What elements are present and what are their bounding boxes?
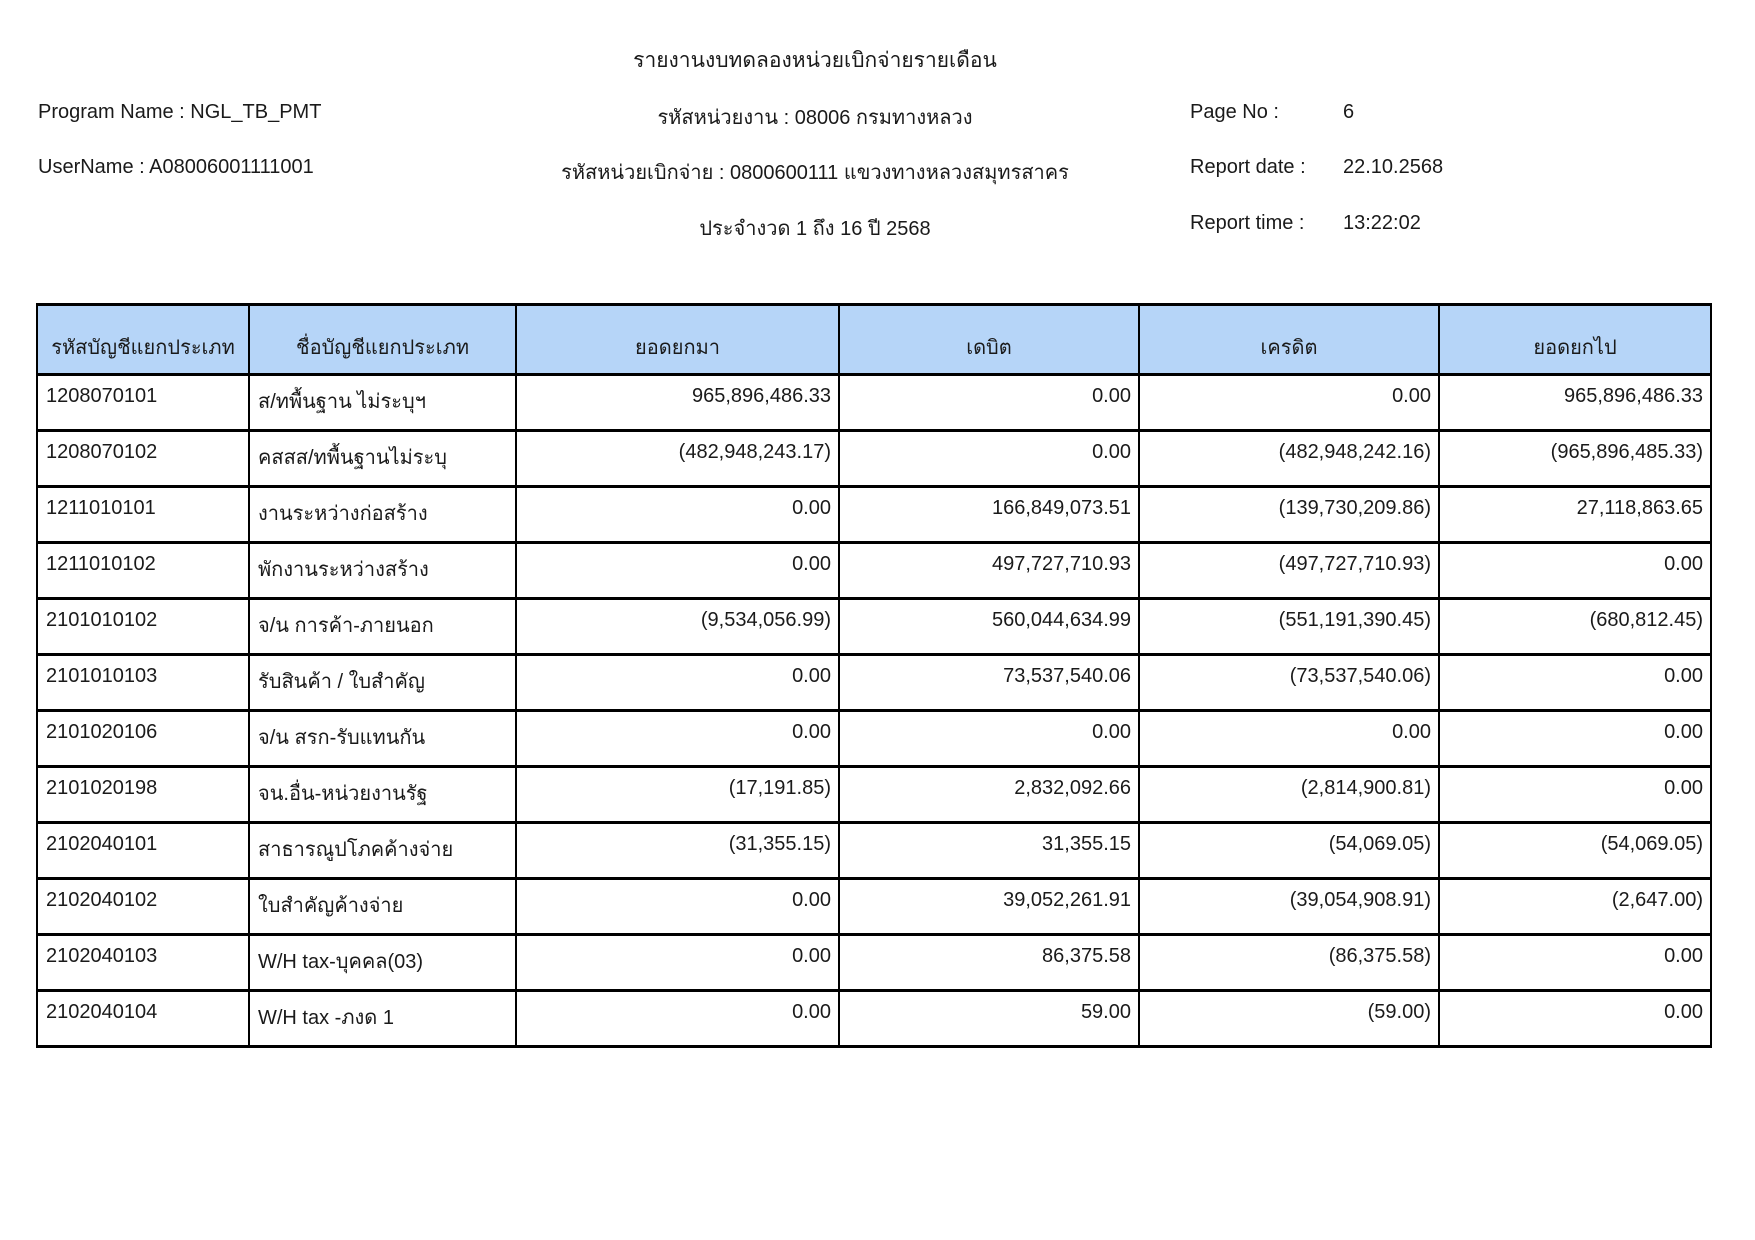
amount-cell: (54,069.05): [1439, 823, 1711, 879]
column-header: รหัสบัญชีแยกประเภท: [37, 305, 249, 375]
report-title: รายงานงบทดลองหน่วยเบิกจ่ายรายเดือน: [633, 49, 997, 72]
agency-code-line: รหัสหน่วยงาน : 08006 กรมทางหลวง: [657, 107, 973, 129]
amount-cell: (73,537,540.06): [1139, 655, 1439, 711]
table-row: [37, 935, 1711, 991]
amount-cell: (2,814,900.81): [1139, 767, 1439, 823]
amount-cell: (59.00): [1139, 991, 1439, 1047]
amount-cell: (9,534,056.99): [516, 599, 839, 655]
account-code-cell: 1208070102: [37, 431, 249, 487]
amount-cell: 0.00: [516, 991, 839, 1047]
amount-cell: 59.00: [839, 991, 1139, 1047]
account-name-cell: W/H tax-บุคคล(03): [249, 935, 516, 991]
account-name-cell: สาธารณูปโภคค้างจ่าย: [249, 823, 516, 879]
report-date-value: 22.10.2568: [1343, 156, 1444, 178]
column-header: ชื่อบัญชีแยกประเภท: [249, 305, 516, 375]
amount-cell: 166,849,073.51: [839, 487, 1139, 543]
amount-cell: 39,052,261.91: [839, 879, 1139, 935]
amount-cell: 0.00: [516, 879, 839, 935]
amount-cell: 965,896,486.33: [1439, 375, 1711, 431]
amount-cell: 0.00: [1439, 655, 1711, 711]
amount-cell: (482,948,242.16): [1139, 431, 1439, 487]
amount-cell: 0.00: [839, 375, 1139, 431]
amount-cell: 0.00: [516, 935, 839, 991]
table-row: [37, 879, 1711, 935]
account-code-cell: 1211010102: [37, 543, 249, 599]
amount-cell: (139,730,209.86): [1139, 487, 1439, 543]
column-header: เครดิต: [1139, 305, 1439, 375]
account-code-cell: 1208070101: [37, 375, 249, 431]
trial-balance-table: [36, 303, 1712, 1048]
table-row: [37, 431, 1711, 487]
account-code-cell: 2101010103: [37, 655, 249, 711]
amount-cell: (482,948,243.17): [516, 431, 839, 487]
table-row: [37, 375, 1711, 431]
amount-cell: (17,191.85): [516, 767, 839, 823]
column-header: ยอดยกไป: [1439, 305, 1711, 375]
table-header-row: [37, 305, 1711, 375]
user-name-line: UserName : A08006001111001: [38, 156, 314, 178]
amount-cell: 31,355.15: [839, 823, 1139, 879]
disbursement-unit-line: รหัสหน่วยเบิกจ่าย : 0800600111 แขวงทางหลวงสมุทรสาคร: [561, 162, 1069, 184]
table-row: [37, 767, 1711, 823]
account-code-cell: 2101020198: [37, 767, 249, 823]
amount-cell: 0.00: [1439, 991, 1711, 1047]
amount-cell: (497,727,710.93): [1139, 543, 1439, 599]
account-name-cell: งานระหว่างก่อสร้าง: [249, 487, 516, 543]
amount-cell: 0.00: [1139, 711, 1439, 767]
amount-cell: (2,647.00): [1439, 879, 1711, 935]
amount-cell: 0.00: [1439, 767, 1711, 823]
column-header: เดบิต: [839, 305, 1139, 375]
amount-cell: 0.00: [1439, 935, 1711, 991]
amount-cell: 0.00: [1439, 711, 1711, 767]
amount-cell: 0.00: [516, 655, 839, 711]
amount-cell: 560,044,634.99: [839, 599, 1139, 655]
period-line: ประจำงวด 1 ถึง 16 ปี 2568: [699, 218, 931, 240]
table-row: [37, 543, 1711, 599]
report-date-label: Report date :: [1190, 156, 1306, 178]
account-name-cell: จ/น สรก-รับแทนกัน: [249, 711, 516, 767]
column-header: ยอดยกมา: [516, 305, 839, 375]
amount-cell: (551,191,390.45): [1139, 599, 1439, 655]
amount-cell: 965,896,486.33: [516, 375, 839, 431]
account-name-cell: ส/ทพื้นฐาน ไม่ระบุฯ: [249, 375, 516, 431]
amount-cell: (54,069.05): [1139, 823, 1439, 879]
account-code-cell: 1211010101: [37, 487, 249, 543]
amount-cell: 0.00: [516, 711, 839, 767]
amount-cell: 0.00: [1439, 543, 1711, 599]
amount-cell: 86,375.58: [839, 935, 1139, 991]
amount-cell: 27,118,863.65: [1439, 487, 1711, 543]
table-row: [37, 655, 1711, 711]
amount-cell: (680,812.45): [1439, 599, 1711, 655]
amount-cell: (86,375.58): [1139, 935, 1439, 991]
account-code-cell: 2102040102: [37, 879, 249, 935]
program-name-line: Program Name : NGL_TB_PMT: [38, 101, 322, 123]
amount-cell: 73,537,540.06: [839, 655, 1139, 711]
account-name-cell: พักงานระหว่างสร้าง: [249, 543, 516, 599]
account-name-cell: รับสินค้า / ใบสำคัญ: [249, 655, 516, 711]
amount-cell: 2,832,092.66: [839, 767, 1139, 823]
amount-cell: (31,355.15): [516, 823, 839, 879]
table-row: [37, 991, 1711, 1047]
table-row: [37, 823, 1711, 879]
amount-cell: 0.00: [1139, 375, 1439, 431]
account-name-cell: จ/น การค้า-ภายนอก: [249, 599, 516, 655]
table-body: [37, 375, 1711, 1047]
table-row: [37, 487, 1711, 543]
amount-cell: 0.00: [516, 487, 839, 543]
page-no-value: 6: [1343, 101, 1355, 123]
amount-cell: (39,054,908.91): [1139, 879, 1439, 935]
account-code-cell: 2102040104: [37, 991, 249, 1047]
table-row: [37, 599, 1711, 655]
report-time-value: 13:22:02: [1343, 212, 1421, 234]
amount-cell: 0.00: [839, 711, 1139, 767]
account-code-cell: 2101010102: [37, 599, 249, 655]
table-row: [37, 711, 1711, 767]
page-no-label: Page No :: [1190, 101, 1279, 123]
amount-cell: 0.00: [839, 431, 1139, 487]
report-time-label: Report time :: [1190, 212, 1305, 234]
amount-cell: 497,727,710.93: [839, 543, 1139, 599]
account-code-cell: 2102040103: [37, 935, 249, 991]
account-name-cell: ใบสำคัญค้างจ่าย: [249, 879, 516, 935]
account-name-cell: คสสส/ทพื้นฐานไม่ระบุ: [249, 431, 516, 487]
amount-cell: (965,896,485.33): [1439, 431, 1711, 487]
account-name-cell: W/H tax -ภงด 1: [249, 991, 516, 1047]
account-code-cell: 2102040101: [37, 823, 249, 879]
account-code-cell: 2101020106: [37, 711, 249, 767]
amount-cell: 0.00: [516, 543, 839, 599]
account-name-cell: จน.อื่น-หน่วยงานรัฐ: [249, 767, 516, 823]
